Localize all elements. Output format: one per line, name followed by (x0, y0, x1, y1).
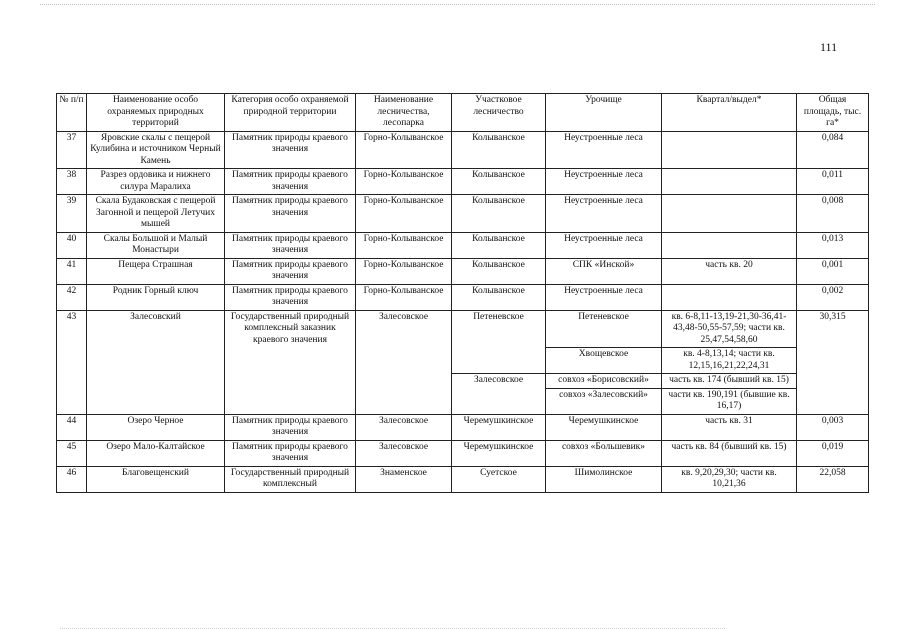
area: 0,011 (797, 169, 869, 195)
area: 0,002 (797, 284, 869, 310)
header-quarter: Квартал/выдел* (662, 94, 797, 132)
district-forestry: Черемушкинское (452, 440, 546, 466)
scan-edge-bottom (60, 628, 725, 630)
row-number: 37 (57, 131, 87, 169)
tract: Шимолинское (546, 466, 662, 492)
tract: совхоз «Залесовский» (546, 388, 662, 414)
table-row (57, 284, 869, 310)
tract: совхоз «Борисовский» (546, 374, 662, 389)
quarter: кв. 4-8,13,14; части кв. 12,15,16,21,22,24,31 (662, 348, 797, 374)
table-row (57, 414, 869, 440)
forestry: Залесовское (356, 414, 452, 440)
category: Памятник природы краевого значения (225, 284, 356, 310)
row-number: 43 (57, 310, 87, 414)
tract: Неустроенные леса (546, 195, 662, 233)
territory-name: Скалы Большой и Малый Монастыри (87, 232, 225, 258)
header-area: Общая площадь, тыс. га* (797, 94, 869, 132)
header-forestry: Наименование лесничества, лесопарка (356, 94, 452, 132)
area: 0,003 (797, 414, 869, 440)
row-number: 42 (57, 284, 87, 310)
district-forestry: Колыванское (452, 258, 546, 284)
category: Памятник природы краевого значения (225, 131, 356, 169)
row-number: 41 (57, 258, 87, 284)
forestry: Горно-Колыванское (356, 169, 452, 195)
category: Памятник природы краевого значения (225, 440, 356, 466)
table-row (57, 131, 869, 169)
area: 0,019 (797, 440, 869, 466)
quarter (662, 232, 797, 258)
row-number: 39 (57, 195, 87, 233)
forestry: Залесовское (356, 310, 452, 414)
area: 30,315 (797, 310, 869, 414)
quarter (662, 131, 797, 169)
area: 0,084 (797, 131, 869, 169)
area: 0,001 (797, 258, 869, 284)
district-forestry: Колыванское (452, 131, 546, 169)
table-row (57, 195, 869, 233)
area: 0,013 (797, 232, 869, 258)
district-forestry: Залесовское (452, 374, 546, 415)
district-forestry: Колыванское (452, 232, 546, 258)
quarter: кв. 6-8,11-13,19-21,30-36,41-43,48-50,55-57,59; части кв. 25,47,54,58,60 (662, 310, 797, 348)
territory-name: Озеро Мало-Калтайское (87, 440, 225, 466)
page-number: 111 (820, 40, 838, 54)
territory-name: Озеро Черное (87, 414, 225, 440)
district-forestry: Колыванское (452, 169, 546, 195)
district-forestry: Петеневское (452, 310, 546, 374)
row-number: 46 (57, 466, 87, 492)
tract: СПК «Инской» (546, 258, 662, 284)
territory-name: Залесовский (87, 310, 225, 414)
forestry: Горно-Колыванское (356, 258, 452, 284)
district-forestry: Суетское (452, 466, 546, 492)
quarter (662, 169, 797, 195)
category: Памятник природы краевого значения (225, 258, 356, 284)
tract: Хвощевское (546, 348, 662, 374)
quarter: часть кв. 84 (бывший кв. 15) (662, 440, 797, 466)
table-row (57, 440, 869, 466)
area: 22,058 (797, 466, 869, 492)
district-forestry: Колыванское (452, 284, 546, 310)
table-row (57, 169, 869, 195)
quarter: часть кв. 31 (662, 414, 797, 440)
quarter (662, 195, 797, 233)
tract: Неустроенные леса (546, 131, 662, 169)
table-row (57, 310, 869, 348)
tract: Неустроенные леса (546, 284, 662, 310)
tract: Петеневское (546, 310, 662, 348)
category: Государственный природный комплексный (225, 466, 356, 492)
territory-name: Родник Горный ключ (87, 284, 225, 310)
header-row (57, 94, 869, 132)
tract: Черемушкинское (546, 414, 662, 440)
forestry: Горно-Колыванское (356, 195, 452, 233)
category: Памятник природы краевого значения (225, 195, 356, 233)
category: Памятник природы краевого значения (225, 232, 356, 258)
quarter: часть кв. 20 (662, 258, 797, 284)
tract: Неустроенные леса (546, 169, 662, 195)
table-row (57, 232, 869, 258)
quarter: части кв. 190,191 (бывшие кв. 16,17) (662, 388, 797, 414)
header-category: Категория особо охраняемой природной территории (225, 94, 356, 132)
tract: Неустроенные леса (546, 232, 662, 258)
category: Памятник природы краевого значения (225, 414, 356, 440)
header-number: № п/п (57, 94, 87, 132)
district-forestry: Колыванское (452, 195, 546, 233)
forestry: Залесовское (356, 440, 452, 466)
header-territory-name: Наименование особо охраняемых природных территорий (87, 94, 225, 132)
area: 0,008 (797, 195, 869, 233)
forestry: Горно-Колыванское (356, 131, 452, 169)
forestry: Знаменское (356, 466, 452, 492)
header-district-forestry: Участковое лесничество (452, 94, 546, 132)
district-forestry: Черемушкинское (452, 414, 546, 440)
row-number: 38 (57, 169, 87, 195)
row-number: 40 (57, 232, 87, 258)
table-row (57, 466, 869, 492)
territory-name: Яровские скалы с пещерой Кулибина и источником Черный Камень (87, 131, 225, 169)
territory-name: Пещера Страшная (87, 258, 225, 284)
forestry: Горно-Колыванское (356, 232, 452, 258)
territory-name: Благовещенский (87, 466, 225, 492)
row-number: 45 (57, 440, 87, 466)
row-number: 44 (57, 414, 87, 440)
scan-edge-top (40, 4, 875, 6)
protected-areas-table (56, 93, 869, 493)
tract: совхоз «Большевик» (546, 440, 662, 466)
category: Памятник природы краевого значения (225, 169, 356, 195)
quarter: кв. 9,20,29,30; части кв. 10,21,36 (662, 466, 797, 492)
table-row (57, 258, 869, 284)
quarter (662, 284, 797, 310)
category: Государственный природный комплексный заказник краевого значения (225, 310, 356, 414)
territory-name: Скала Будаковская с пещерой Загонной и пещерой Летучих мышей (87, 195, 225, 233)
quarter: часть кв. 174 (бывший кв. 15) (662, 374, 797, 389)
forestry: Горно-Колыванское (356, 284, 452, 310)
header-tract: Урочище (546, 94, 662, 132)
territory-name: Разрез ордовика и нижнего силура Маралиха (87, 169, 225, 195)
